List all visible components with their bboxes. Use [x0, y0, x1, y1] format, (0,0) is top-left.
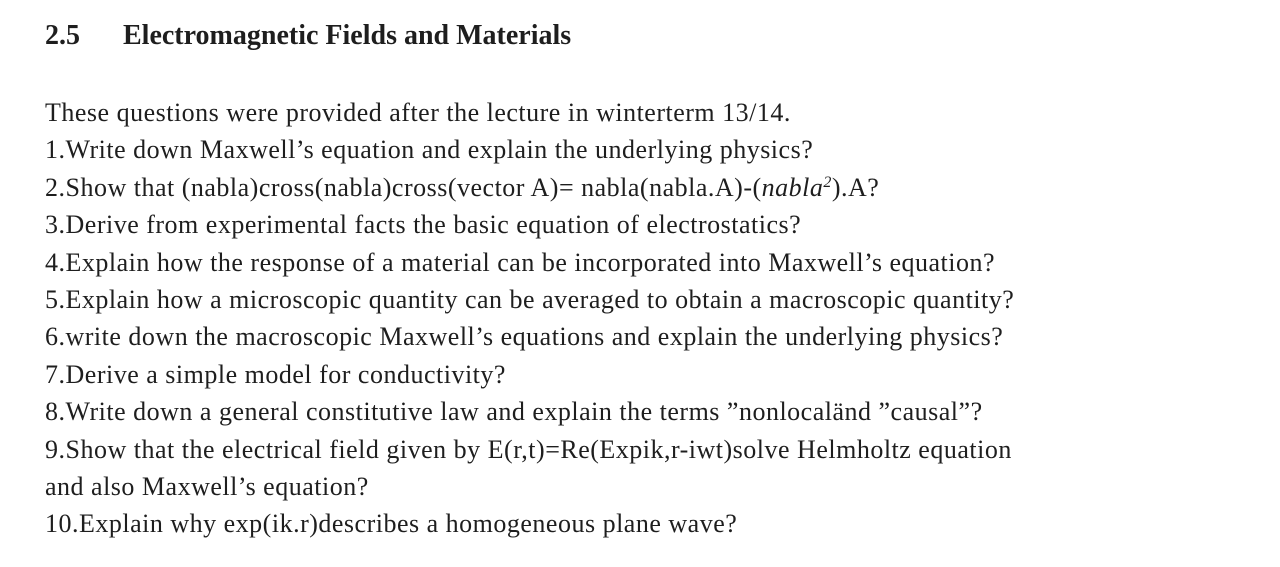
question-2-text-end: ).A? [831, 172, 880, 202]
intro-line: These questions were provided after the lecture in winterterm 13/14. [45, 98, 791, 127]
section-title: Electromagnetic Fields and Materials [123, 20, 572, 51]
question-4: 4.Explain how the response of a material can be incorporated into Maxwell’s equation? [45, 247, 996, 277]
question-1: 1.Write down Maxwell’s equation and explain the underlying physics? [45, 135, 814, 165]
question-text-block [45, 94, 1280, 543]
question-6: 6.write down the macroscopic Maxwell’s equations and explain the underlying physics? [45, 322, 1004, 352]
question-3: 3.Derive from experimental facts the basic equation of electrostatics? [45, 210, 802, 240]
question-10: 10.Explain why exp(ik.r)describes a homogeneous plane wave? [45, 509, 738, 539]
question-9-line-2: and also Maxwell’s equation? [45, 472, 369, 502]
section-heading [45, 19, 1280, 53]
question-5: 5.Explain how a microscopic quantity can be averaged to obtain a macroscopic quantity? [45, 285, 1015, 315]
question-2-superscript: 2 [823, 173, 832, 191]
section-number: 2.5 [45, 20, 80, 51]
question-9-line-1: 9.Show that the electrical field given by E(r,t)=Re(Expik,r-iwt)solve Helmholtz equation [45, 434, 1012, 464]
question-7: 7.Derive a simple model for conductivity? [45, 359, 506, 389]
question-2-math-nabla [762, 173, 832, 202]
question-2 [45, 169, 1280, 206]
question-8: 8.Write down a general constitutive law and explain the terms ”nonlocaländ ”causal”? [45, 397, 983, 427]
question-2-text-start: 2.Show that (nabla)cross(nabla)cross(vector A)= nabla(nabla.A)-( [45, 172, 762, 202]
question-2-math-term: nabla [761, 172, 824, 202]
